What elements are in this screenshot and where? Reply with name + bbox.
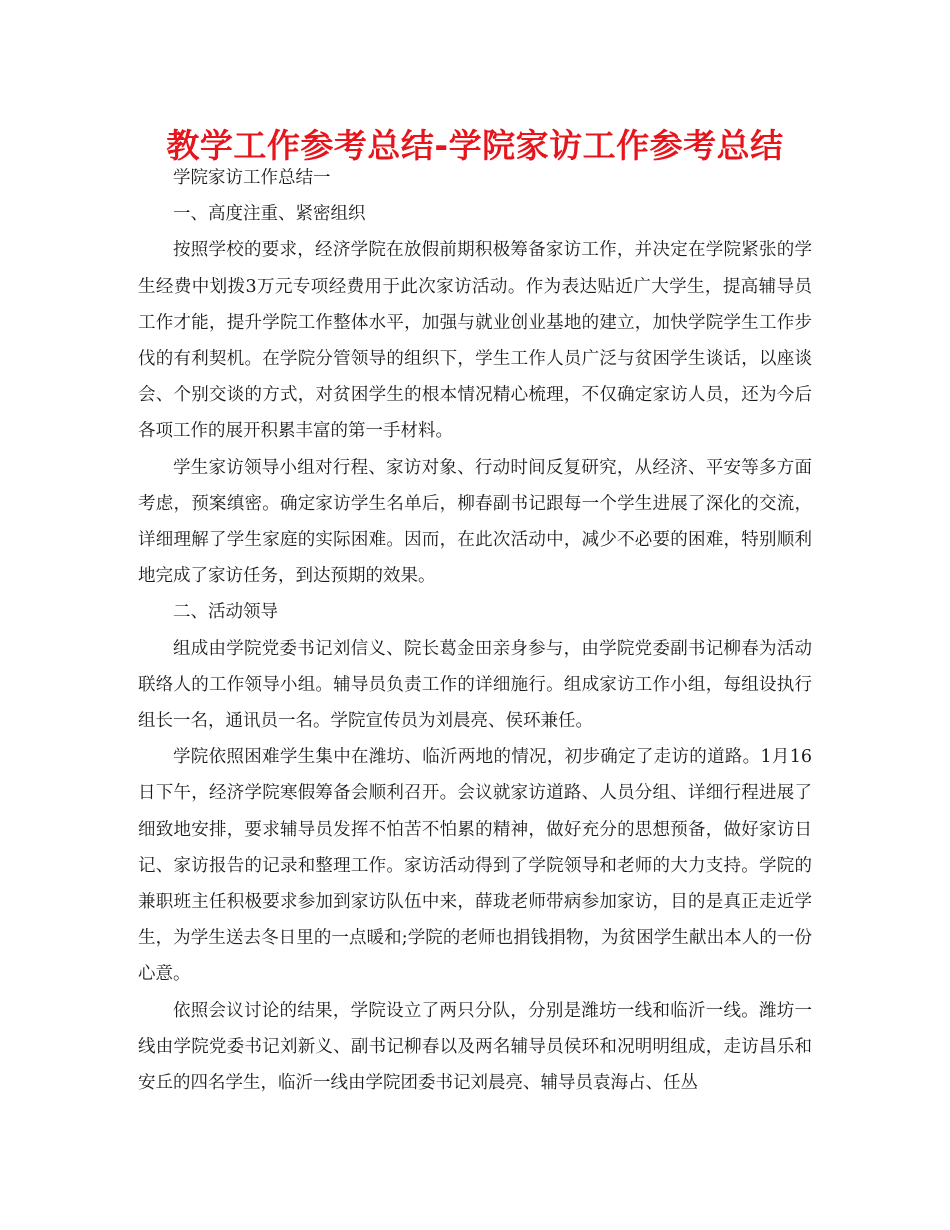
body-paragraph: 学院依照困难学生集中在潍坊、临沂两地的情况，初步确定了走访的道路。1月16日下午，经济学院寒假筹备会顺利召开。会议就家访道路、人员分组、详细行程进展了细致地安排，要求辅导员发挥不怕苦不怕累的精神，做好充分的思想预备，做好家访日记、家访报告的记录和整理工作。家访活动得到了学院领导和老师的大力支持。学院的兼职班主任积极要求参加到家访队伍中来，薛珑老师带病参加家访，目的是真正走近学生，为学生送去冬日里的一点暖和;学院的老师也捐钱捐物，为贫困学生献出本人的一份心意。 <box>138 747 812 985</box>
document-body <box>138 160 812 1101</box>
body-paragraph: 依照会议讨论的结果，学院设立了两只分队，分别是潍坊一线和临沂一线。潍坊一线由学院党委书记刘新义、副书记柳春以及两名辅导员侯环和况明明组成，走访昌乐和安丘的四名学生，临沂一线由学院团委书记刘晨亮、辅导员袁海占、任丛 <box>138 1000 812 1094</box>
body-paragraph: 学生家访领导小组对行程、家访对象、行动时间反复研究，从经济、平安等多方面考虑，预案缜密。确定家访学生名单后，柳春副书记跟每一个学生进展了深化的交流，详细理解了学生家庭的实际困难。因而，在此次活动中，减少不必要的困难，特别顺利地完成了家访任务，到达预期的效果。 <box>138 457 812 587</box>
section-heading: 一、高度注重、紧密组织 <box>173 204 366 225</box>
section-heading: 二、活动领导 <box>173 602 278 623</box>
document-title: 教学工作参考总结-学院家访工作参考总结 <box>166 126 784 165</box>
body-paragraph: 按照学校的要求，经济学院在放假前期积极筹备家访工作，并决定在学院紧张的学生经费中划拨3万元专项经费用于此次家访活动。作为表达贴近广大学生，提高辅导员工作才能，提升学院工作整体水平，加强与就业创业基地的建立，加快学院学生工作步伐的有利契机。在学院分管领导的组织下，学生工作人员广泛与贫困学生谈话，以座谈会、个别交谈的方式，对贫困学生的根本情况精心梳理，不仅确定家访人员，还为今后各项工作的展开积累丰富的第一手材料。 <box>138 240 812 442</box>
section-heading: 学院家访工作总结一 <box>173 168 331 188</box>
body-paragraph: 组成由学院党委书记刘信义、院长葛金田亲身参与，由学院党委副书记柳春为活动联络人的工作领导小组。辅导员负责工作的详细施行。组成家访工作小组，每组设执行组长一名，通讯员一名。学院宣传员为刘晨亮、侯环兼任。 <box>138 638 812 732</box>
